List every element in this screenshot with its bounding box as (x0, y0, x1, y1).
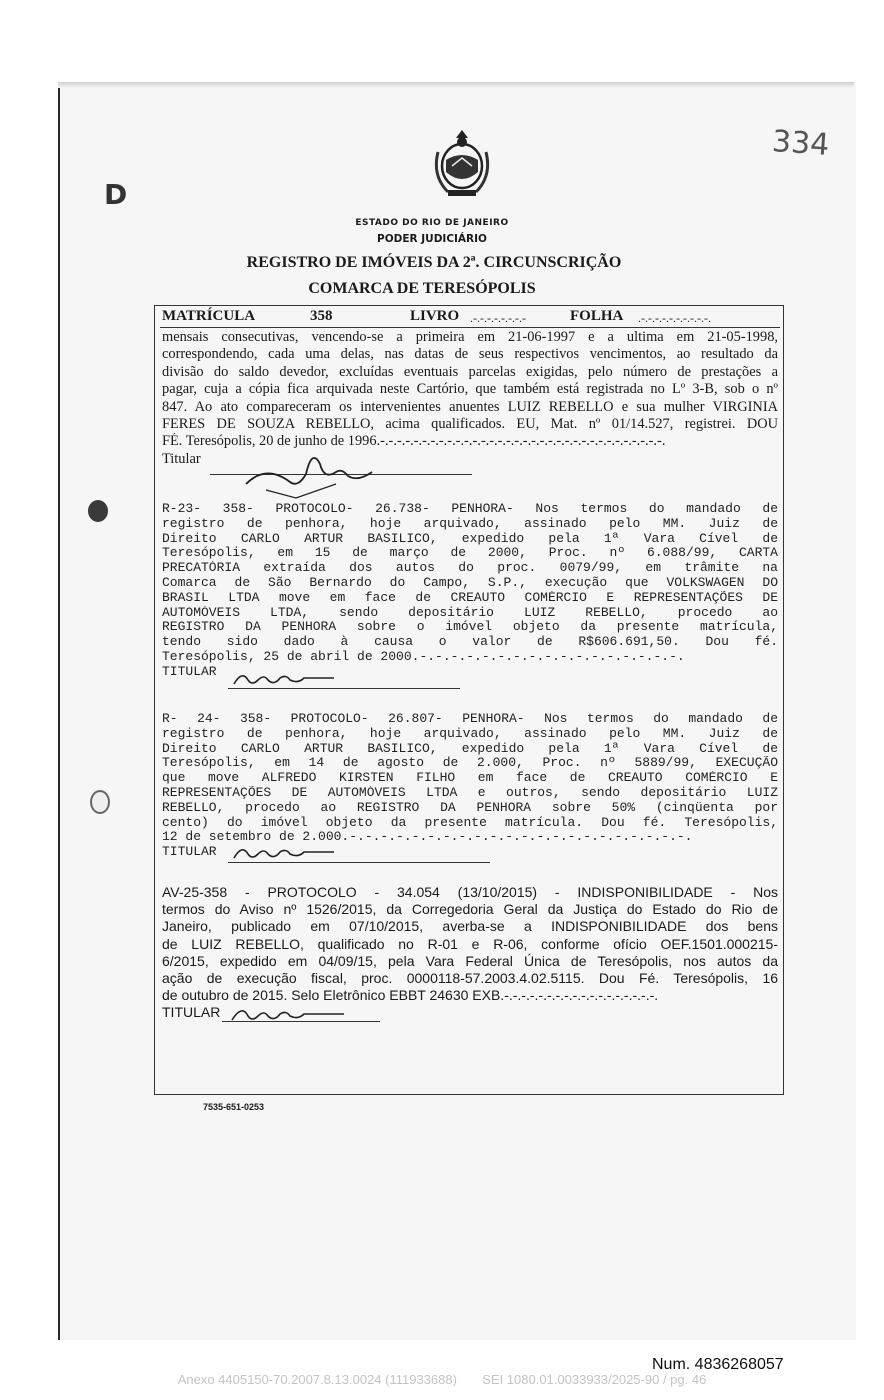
r24-line: registro de penhora, hoje arquivado, assinado pelo MM. Juiz de (162, 726, 778, 741)
margin-letter: D (104, 178, 128, 211)
entry1-line: mensais consecutivas, vencendo-se a primeira em 21-06-1997 e a ultima em 21-05-1998, (162, 329, 778, 345)
av25-line: AV-25-358 - PROTOCOLO - 34.054 (13/10/2015) - INDISPONIBILIDADE - Nos (162, 884, 778, 900)
footer-annex: Anexo 4405150-70.2007.8.13.0024 (111933688) SEI 1080.01.0033933/2025-90 / pg. 46 (177, 1372, 707, 1387)
matricula-row (160, 307, 780, 328)
av25-line: 6/2015, expedido em 04/09/15, pela Vara Federal Única de Teresópolis, nos autos da (162, 952, 778, 969)
r24-line: REBELLO, procedo ao REGISTRO DA PENHORA sobre 50% (cinqüenta por (162, 800, 778, 815)
r23-line: Teresópolis, 25 de abril de 2000.-.-.-.-.-.-.-.-.-.-.-.-.-.-.-.-.-. (162, 649, 685, 664)
document-number: Num. 4836268057 (652, 1356, 784, 1373)
coat-of-arms-icon (432, 128, 492, 200)
av25-line: termos do Aviso nº 1526/2015, da Corregedoria Geral da Justiça do Estado do Rio de (162, 901, 778, 918)
form-code: 7535-651-0253 (203, 1102, 265, 1112)
r24-line: cento) do imóvel objeto da presente matrícula. Dou fé. Teresópolis, (162, 815, 778, 830)
matricula-number: 358 (310, 308, 333, 324)
matricula-label: MATRÍCULA (162, 308, 256, 324)
entry1-line: pagar, cuja a cópia fica arquivada neste Cartório, que também está registrada no Lº 3-B, sob o nº (162, 381, 778, 398)
r23-line: Direito CARLO ARTUR BASILICO, expedido pela 1ª Vara Cível de (162, 531, 778, 546)
r23-line: tendo sido dado à causa o valor de R$606.691,50. Dou fé. (162, 635, 778, 650)
entry1-titular: Titular (162, 450, 201, 467)
livro-label: LIVRO (410, 308, 460, 324)
r24-line: Direito CARLO ARTUR BASILICO, expedido pela 1ª Vara Cível de (162, 741, 778, 756)
r23-line: AUTOMÓVEIS LTDA, sendo depositário LUIZ REBELLO, procedo ao (162, 605, 778, 620)
punch-hole-top (88, 500, 108, 522)
folha-value: .-.-.-.-.-.-.-.-.-.-. (638, 311, 711, 325)
r23-line: PRECATÓRIA extraída dos autos do proc. 0079/99, em trâmite na (162, 561, 778, 576)
entry1-line: 847. Ao ato compareceram os intervenientes anuentes LUIZ REBELLO e sua mulher VIRGINIA (162, 398, 778, 415)
header-estado: ESTADO DO RIO DE JANEIRO (355, 218, 509, 228)
entry1-line: FERES DE SOUZA REBELLO, acima qualificados. EU, Mat. nº 01/14.527, registrei. DOU (162, 415, 778, 432)
signature-icon (226, 998, 356, 1028)
r23-line: REGISTRO DA PENHORA sobre o imóvel objeto da presente matrícula, (162, 620, 778, 635)
r24-titular: TITULAR (162, 845, 217, 860)
av25-line: de LUIZ REBELLO, qualificado no R-01 e R-06, conforme ofício OEF.1501.000215- (162, 935, 778, 952)
av25-line: ação de execução fiscal, proc. 0000118-57.2003.4.02.5115. Dou Fé. Teresópolis, 16 (162, 969, 778, 986)
entry1-line: divisão do saldo devedor, excluídas eventuais parcelas exigidas, pelo número de prestações a (162, 363, 778, 380)
r23-line: registro de penhora, hoje arquivado, assinado pelo MM. Juiz de (162, 516, 778, 531)
folha-label: FOLHA (570, 308, 624, 324)
r23-line: Teresópolis, em 15 de março de 2000, Proc. nº 6.088/99, CARTA (162, 546, 778, 561)
punch-hole-bottom (90, 790, 110, 814)
r24-line: REPRESENTAÇÕES DE AUTOMÓVEIS LTDA e outros, sendo depositário LUIZ (162, 785, 778, 800)
signature-icon (236, 440, 406, 500)
r24-line: que move ALFREDO KIRSTEN FILHO em face de CREAUTO COMÉRCIO E (162, 771, 778, 786)
entry1-line: correspondendo, cada uma delas, nas datas de seus respectivos vencimentos, ao resultado da (162, 346, 778, 363)
r24-line: Teresópolis, em 14 de agosto de 2.000, Proc. nº 5889/99, EXECUÇÃO (162, 756, 778, 771)
entry1-line: FÉ. Teresópolis, 20 de junho de 1996.-.-.-.-.-.-.-.-.-.-.-.-.-.-.-.-.-.-.-.-.-.-.-.-.-.-.-.-.-.-.-.-.-.-. (162, 433, 666, 450)
av25-titular: TITULAR (162, 1004, 221, 1021)
header-poder: PODER JUDICIÁRIO (377, 233, 487, 245)
av25-line: de outubro de 2015. Selo Eletrônico EBBT 24630 EXB.-.-.-.-.-.-.-.-.-.-.-.-.-.-.-.-.-.-. (162, 987, 659, 1004)
r24-line: R- 24- 358- PROTOCOLO- 26.807- PENHORA- Nos termos do mandado de (162, 712, 778, 726)
header-comarca: COMARCA DE TERESÓPOLIS (308, 280, 536, 297)
signature-icon (228, 664, 348, 694)
header-registro: REGISTRO DE IMÓVEIS DA 2ª. CIRCUNSCRIÇÃO (246, 254, 622, 271)
sheet-edge-shadow (58, 82, 854, 88)
r23-line: Comarca de São Bernardo do Campo, S.P., execução que VOLKSWAGEN DO (162, 575, 778, 590)
av25-line: Janeiro, publicado em 07/10/2015, averba-se a INDISPONIBILIDADE dos bens (162, 918, 778, 935)
r24-line: 12 de setembro de 2.000.-.-.-.-.-.-.-.-.-.-.-.-.-.-.-.-.-.-.-.-.-.-. (162, 830, 693, 845)
handwritten-page-number: 334 (770, 124, 831, 163)
r23-line: R-23- 358- PROTOCOLO- 26.738- PENHORA- Nos termos do mandado de (162, 502, 778, 516)
r23-titular: TITULAR (162, 664, 217, 679)
signature-icon (228, 838, 348, 868)
entry-r23 (162, 502, 778, 680)
r23-line: BRASIL LTDA move em face de CREAUTO COMÉRCIO E REPRESENTAÇÕES DE (162, 590, 778, 605)
livro-value: .-.-.-.-.-.-.-.- (470, 311, 526, 325)
